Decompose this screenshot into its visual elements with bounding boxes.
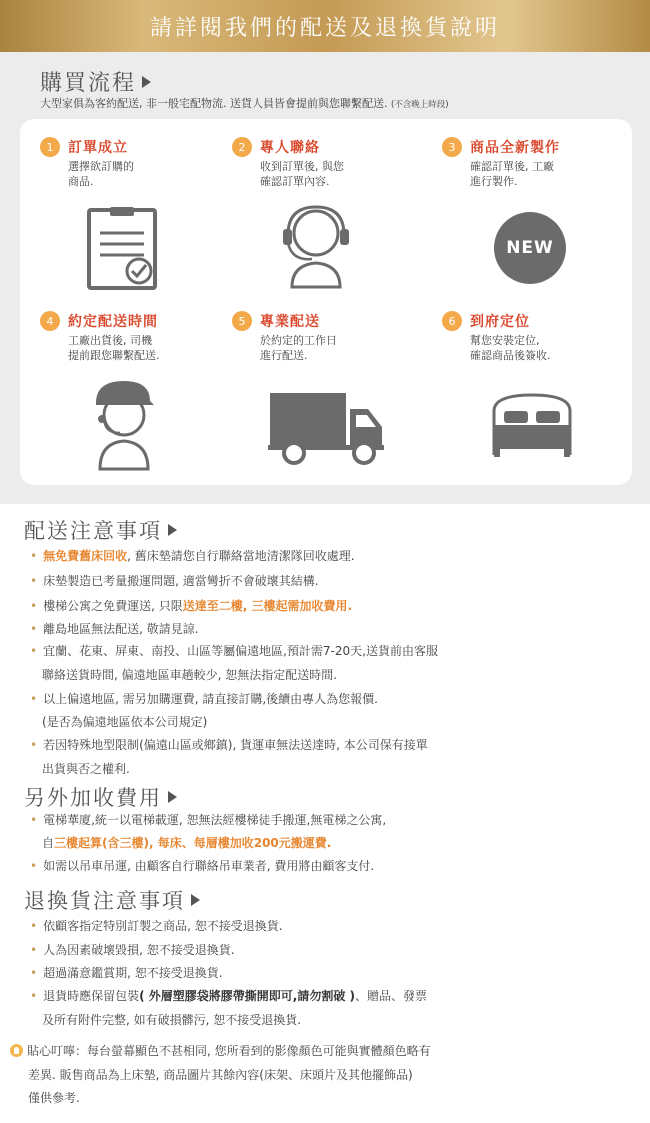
step-number-badge: 2 xyxy=(232,137,252,157)
return-note-1: • 依顧客指定特別訂製之商品, 恕不接受退換貨. xyxy=(30,919,283,933)
delivery-note-2: • 床墊製造已考量搬運問題, 適當彎折不會破壞其結構. xyxy=(30,574,319,588)
step-number-badge: 5 xyxy=(232,311,252,331)
step-description: 幫您安裝定位, 確認商品後簽收. xyxy=(470,334,551,362)
delivery-notes-title: 配送注意事項 xyxy=(24,515,177,545)
step-description: 確認訂單後, 工廠 進行製作. xyxy=(470,160,554,188)
step-1 xyxy=(40,137,230,189)
step-number-badge: 1 xyxy=(40,137,60,157)
triangle-right-icon xyxy=(168,791,177,803)
purchase-section-title: 購買流程 xyxy=(40,66,151,97)
delivery-note-7-cont: 出貨與否之權利. xyxy=(42,762,130,776)
step-title: 到府定位 xyxy=(470,314,530,330)
purchase-intro: 大型家俱為客約配送, 非一般宅配物流. 送貨人員皆會提前與您聯繫配送. (不含晚上時段) xyxy=(40,97,449,110)
step-number-badge: 4 xyxy=(40,311,60,331)
delivery-note-6: • 以上偏遠地區, 需另加購運費, 請直接訂購,後續由專人為您報價. xyxy=(30,692,378,706)
step-2 xyxy=(232,137,422,189)
delivery-note-1: • 無免費舊床回收, 舊床墊請您自行聯絡當地清潔隊回收處理. xyxy=(30,549,355,563)
step-number-badge: 3 xyxy=(442,137,462,157)
page-title: 請詳閱我們的配送及退換貨說明 xyxy=(149,15,500,41)
delivery-note-6-cont: (是否為偏遠地區依本公司規定) xyxy=(42,715,208,729)
return-note-4: • 退貨時應保留包裝( 外層塑膠袋將膠帶撕開即可,請勿割破 )、贈品、發票 xyxy=(30,989,427,1003)
step-5 xyxy=(232,311,422,363)
extra-fees-title: 另外加收費用 xyxy=(24,782,177,812)
return-note-4-cont: 及所有附件完整, 如有破損髒污, 恕不接受退換貨. xyxy=(42,1013,302,1027)
triangle-right-icon xyxy=(142,76,151,88)
step-description: 工廠出貨後, 司機 提前跟您聯繫配送. xyxy=(68,334,160,362)
delivery-note-4: • 離島地區無法配送, 敬請見諒. xyxy=(30,622,199,636)
step-title: 約定配送時間 xyxy=(68,314,158,330)
step-6 xyxy=(442,311,632,363)
step-title: 專人聯絡 xyxy=(260,140,320,156)
returns-title: 退換貨注意事項 xyxy=(24,885,200,915)
extra-fee-1-cont: 自三樓起算(含三樓), 每床、每層樓加收200元搬運費. xyxy=(42,836,332,850)
step-title: 訂單成立 xyxy=(68,140,128,156)
bed-icon xyxy=(490,389,574,459)
step-description: 選擇欲訂購的 商品. xyxy=(68,160,134,188)
triangle-right-icon xyxy=(191,894,200,906)
clipboard-check-icon xyxy=(86,207,158,291)
delivery-truck-icon xyxy=(268,391,386,465)
extra-fee-1: • 電梯華廈,統一以電梯載運, 恕無法經樓梯徒手搬運,無電梯之公寓, xyxy=(30,813,387,827)
step-description: 收到訂單後, 與您 確認訂單內容. xyxy=(260,160,344,188)
triangle-right-icon xyxy=(168,524,177,536)
step-title: 專業配送 xyxy=(260,314,320,330)
return-note-2: • 人為因素破壞毀損, 恕不接受退換貨. xyxy=(30,943,235,957)
delivery-note-3: • 樓梯公寓之免費運送, 只限送達至二樓, 三樓起需加收費用. xyxy=(30,599,353,613)
delivery-driver-icon xyxy=(92,377,156,471)
step-4 xyxy=(40,311,230,363)
header-banner xyxy=(0,0,650,52)
steps-card xyxy=(20,119,632,485)
delivery-note-5-cont: 聯絡送貨時間, 偏遠地區車趟較少, 恕無法指定配送時間. xyxy=(42,668,338,682)
extra-fee-2: • 如需以吊車吊運, 由顧客自行聯絡吊車業者, 費用將由顧客支付. xyxy=(30,859,375,873)
customer-service-headset-icon xyxy=(278,203,354,289)
step-title: 商品全新製作 xyxy=(470,140,560,156)
step-description: 於約定的工作日 進行配送. xyxy=(260,334,337,362)
new-badge-icon: NEW xyxy=(494,212,566,284)
delivery-note-7: • 若因特殊地型限制(偏遠山區或鄉鎮), 貨運車無法送達時, 本公司保有接單 xyxy=(30,738,428,752)
tip-line-3: 僅供參考. xyxy=(28,1091,80,1105)
delivery-note-5: • 宜蘭、花東、屏東、南投、山區等屬偏遠地區,預計需7-20天,送貨前由客服 xyxy=(30,644,438,658)
step-3 xyxy=(442,137,632,189)
lightbulb-icon xyxy=(10,1044,23,1057)
tip-line-1: 貼心叮嚀：每台螢幕顯色不甚相同, 您所看到的影像顏色可能與實體顏色略有 xyxy=(10,1041,431,1061)
step-number-badge: 6 xyxy=(442,311,462,331)
tip-line-2: 差異. 販售商品為上床墊, 商品圖片其餘內容(床架、床頭片及其他擺飾品) xyxy=(28,1068,413,1082)
return-note-3: • 超過滿意鑑賞期, 恕不接受退換貨. xyxy=(30,966,223,980)
